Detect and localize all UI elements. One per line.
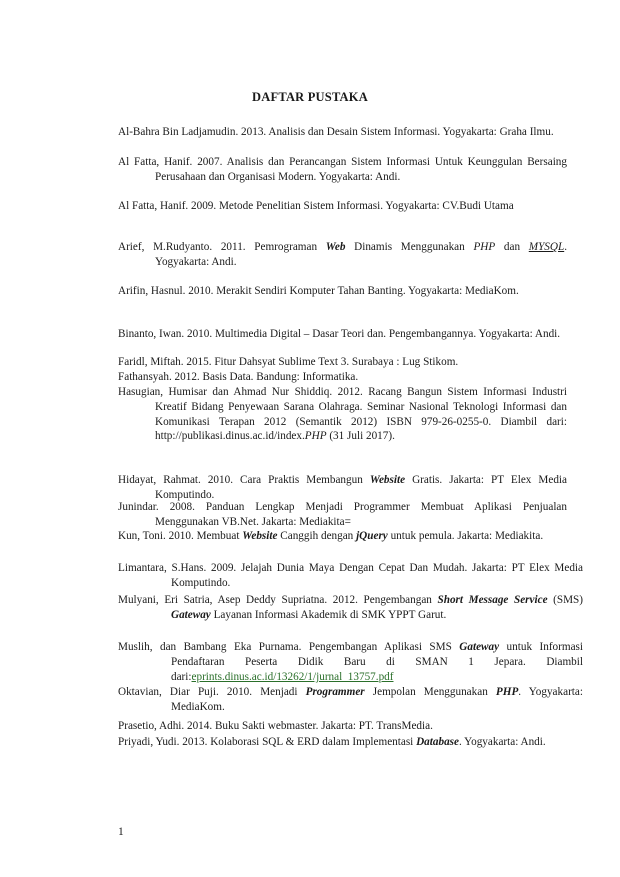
reference-entry: Hidayat, Rahmat. 2010. Cara Praktis Membangun Website Gratis. Jakarta: PT Elex Media Komputindo. [118, 474, 567, 501]
reference-entry: Binanto, Iwan. 2010. Multimedia Digital – Dasar Teori dan. Pengembangannya. Yogyakarta: Andi. [118, 328, 561, 340]
reference-entry: Priyadi, Yudi. 2013. Kolaborasi SQL & ERD dalam Implementasi Database. Yogyakarta: Andi. [118, 736, 546, 748]
italic-term: jQuery [356, 530, 388, 542]
reference-entry: Arifin, Hasnul. 2010. Merakit Sendiri Komputer Tahan Banting. Yogyakarta: MediaKom. [118, 285, 519, 297]
italic-term: MYSQL [528, 241, 565, 253]
reference-entry: Al-Bahra Bin Ladjamudin. 2013. Analisis dan Desain Sistem Informasi. Yogyakarta: Graha Ilmu. [118, 126, 554, 138]
reference-entry: Muslih, dan Bambang Eka Purnama. Pengembangan Aplikasi SMS Gateway untuk Informasi Pendaftaran Peserta Didik Baru di SMAN 1 Jepara. Diambil dari:eprints.dinus.ac.id/13262/1/jurnal_13757.pdf [118, 641, 583, 683]
reference-entry: Oktavian, Diar Puji. 2010. Menjadi Programmer Jempolan Menggunakan PHP. Yogyakarta: MediaKom. [118, 686, 583, 713]
reference-entry: Kun, Toni. 2010. Membuat Website Canggih dengan jQuery untuk pemula. Jakarta: Mediakita. [118, 530, 544, 542]
italic-term: Short Message Service [437, 594, 548, 606]
italic-term: PHP [473, 241, 496, 253]
italic-term: PHP [304, 430, 327, 443]
italic-term: Website [369, 474, 406, 486]
italic-term: Programmer [305, 686, 365, 698]
reference-entry: Mulyani, Eri Satria, Asep Deddy Supriatna. 2012. Pengembangan Short Message Service (SMS) Gateway Layanan Informasi Akademik di SMK YPPT Garut. [118, 594, 583, 621]
reference-entry: Junindar. 2008. Panduan Lengkap Menjadi Programmer Membuat Aplikasi Penjualan Menggunakan VB.Net. Jakarta: Mediakita= [118, 501, 567, 528]
reference-entry: Prasetio, Adhi. 2014. Buku Sakti webmaster. Jakarta: PT. TransMedia. [118, 720, 433, 732]
reference-entry: Hasugian, Humisar dan Ahmad Nur Shiddiq. 2012. Racang Bangun Sistem Informasi Industri Kreatif Bidang Penyewaan Sarana Olahraga. Seminar Nasional Teknologi Informasi dan Komunikasi Terapan 2012 (Semantik 2012) ISBN 979-26-0255-0. Diambil dari: http://publikasi.dinus.ac.id/index.PHP (31 Juli 2017). [118, 386, 567, 443]
italic-term: PHP [495, 686, 519, 698]
reference-entry: Al Fatta, Hanif. 2009. Metode Penelitian Sistem Informasi. Yogyakarta: CV.Budi Utama [118, 200, 514, 212]
italic-term: Gateway [459, 641, 500, 653]
reference-entry: Faridl, Miftah. 2015. Fitur Dahsyat Sublime Text 3. Surabaya : Lug Stikom. [118, 356, 459, 368]
italic-term: Website [242, 530, 278, 542]
page-title: DAFTAR PUSTAKA [252, 90, 368, 104]
italic-term: Gateway [171, 608, 211, 621]
eprints-link[interactable]: eprints.dinus.ac.id/13262/1/jurnal_13757.pdf [191, 670, 394, 683]
page-number: 1 [118, 826, 124, 838]
reference-entry: Fathansyah. 2012. Basis Data. Bandung: Informatika. [118, 371, 359, 383]
italic-term: Web [325, 241, 346, 253]
italic-term: Database [416, 736, 459, 748]
reference-entry: Al Fatta, Hanif. 2007. Analisis dan Perancangan Sistem Informasi Untuk Keunggulan Bersaing Perusahaan dan Organisasi Modern. Yogyakarta: Andi. [118, 156, 567, 183]
reference-entry: Arief, M.Rudyanto. 2011. Pemrograman Web Dinamis Menggunakan PHP dan MYSQL. Yogyakarta: Andi. [118, 241, 567, 268]
reference-entry: Limantara, S.Hans. 2009. Jelajah Dunia Maya Dengan Cepat Dan Mudah. Jakarta: PT Elex Media Komputindo. [118, 562, 583, 589]
